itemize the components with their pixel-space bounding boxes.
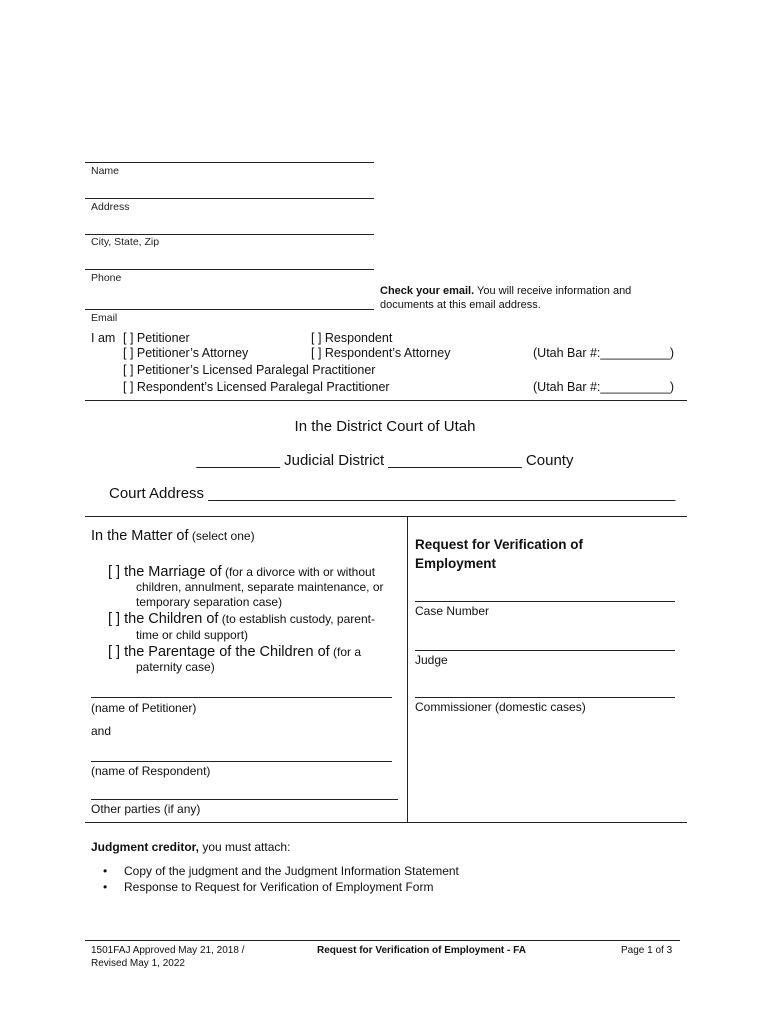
page-number: Page 1 of 3 — [621, 945, 673, 956]
footer-form-info: 1501FAJ Approved May 21, 2018 / Revised May 1, 2022 — [91, 945, 245, 969]
petitioner-lpp-checkbox[interactable]: [ ] Petitioner’s Licensed Paralegal Practitioner — [123, 363, 376, 377]
respondent-attorney-checkbox[interactable]: [ ] Respondent’s Attorney — [311, 346, 451, 360]
parentage-desc: paternity case) — [136, 660, 215, 674]
city-label: City, State, Zip — [91, 236, 160, 248]
other-parties-line[interactable] — [91, 799, 398, 800]
matter-heading: In the Matter of (select one) — [91, 528, 255, 544]
attachment-item: Copy of the judgment and the Judgment Information Statement — [124, 864, 459, 878]
respondent-name-label: (name of Respondent) — [91, 764, 211, 778]
district-line[interactable]: __________ Judicial District ________________ County — [196, 452, 574, 469]
court-address-line[interactable]: Court Address ________________________________________________________ — [109, 485, 676, 502]
respondent-lpp-checkbox[interactable]: [ ] Respondent’s Licensed Paralegal Practitioner — [123, 380, 390, 394]
petitioner-checkbox[interactable]: [ ] Petitioner — [123, 331, 190, 345]
city-line[interactable] — [85, 234, 374, 235]
address-label: Address — [91, 201, 130, 213]
phone-label: Phone — [91, 272, 122, 284]
caption-divider — [407, 516, 408, 822]
caption-bottom-border — [85, 822, 687, 823]
email-note: Check your email. You will receive information and documents at this email address. — [380, 285, 632, 311]
marriage-option[interactable]: [ ] the Marriage of (for a divorce with or without — [108, 564, 376, 580]
footer-title: Request for Verification of Employment - FA — [317, 945, 526, 956]
respondent-name-line[interactable] — [91, 761, 392, 762]
judge-label: Judge — [415, 653, 448, 667]
bar-number-2[interactable]: (Utah Bar #:__________) — [533, 380, 675, 394]
footer-divider — [85, 940, 680, 941]
marriage-desc-2: temporary separation case) — [136, 595, 283, 609]
name-label: Name — [91, 165, 120, 177]
bullet-icon: • — [103, 864, 108, 878]
case-number-label: Case Number — [415, 604, 490, 618]
children-desc: time or child support) — [136, 628, 249, 642]
commissioner-line[interactable] — [415, 697, 675, 698]
document-title: Request for Verification of Employment — [415, 537, 584, 571]
respondent-checkbox[interactable]: [ ] Respondent — [311, 331, 393, 345]
caption-top-border — [85, 516, 687, 517]
name-line[interactable] — [85, 162, 374, 163]
i-am-label: I am — [91, 331, 116, 345]
parentage-option[interactable]: [ ] the Parentage of the Children of (for a — [108, 644, 362, 660]
petitioner-attorney-checkbox[interactable]: [ ] Petitioner’s Attorney — [123, 346, 249, 360]
commissioner-label: Commissioner (domestic cases) — [415, 700, 586, 714]
email-line[interactable] — [85, 309, 374, 310]
case-number-line[interactable] — [415, 601, 675, 602]
petitioner-name-line[interactable] — [91, 697, 392, 698]
address-line[interactable] — [85, 198, 374, 199]
bar-number-1[interactable]: (Utah Bar #:__________) — [533, 346, 675, 360]
judge-line[interactable] — [415, 650, 675, 651]
petitioner-name-label: (name of Petitioner) — [91, 701, 197, 715]
other-parties-label: Other parties (if any) — [91, 802, 201, 816]
and-label: and — [91, 724, 112, 738]
email-label: Email — [91, 312, 118, 324]
bullet-icon: • — [103, 880, 108, 894]
court-title: In the District Court of Utah — [294, 418, 476, 435]
creditor-heading: Judgment creditor, you must attach: — [91, 840, 291, 854]
attachment-item: Response to Request for Verification of Employment Form — [124, 880, 434, 894]
section-divider — [85, 400, 687, 401]
children-option[interactable]: [ ] the Children of (to establish custody, parent- — [108, 611, 375, 627]
phone-line[interactable] — [85, 269, 374, 270]
marriage-desc-1: children, annulment, separate maintenance, or — [136, 580, 384, 594]
